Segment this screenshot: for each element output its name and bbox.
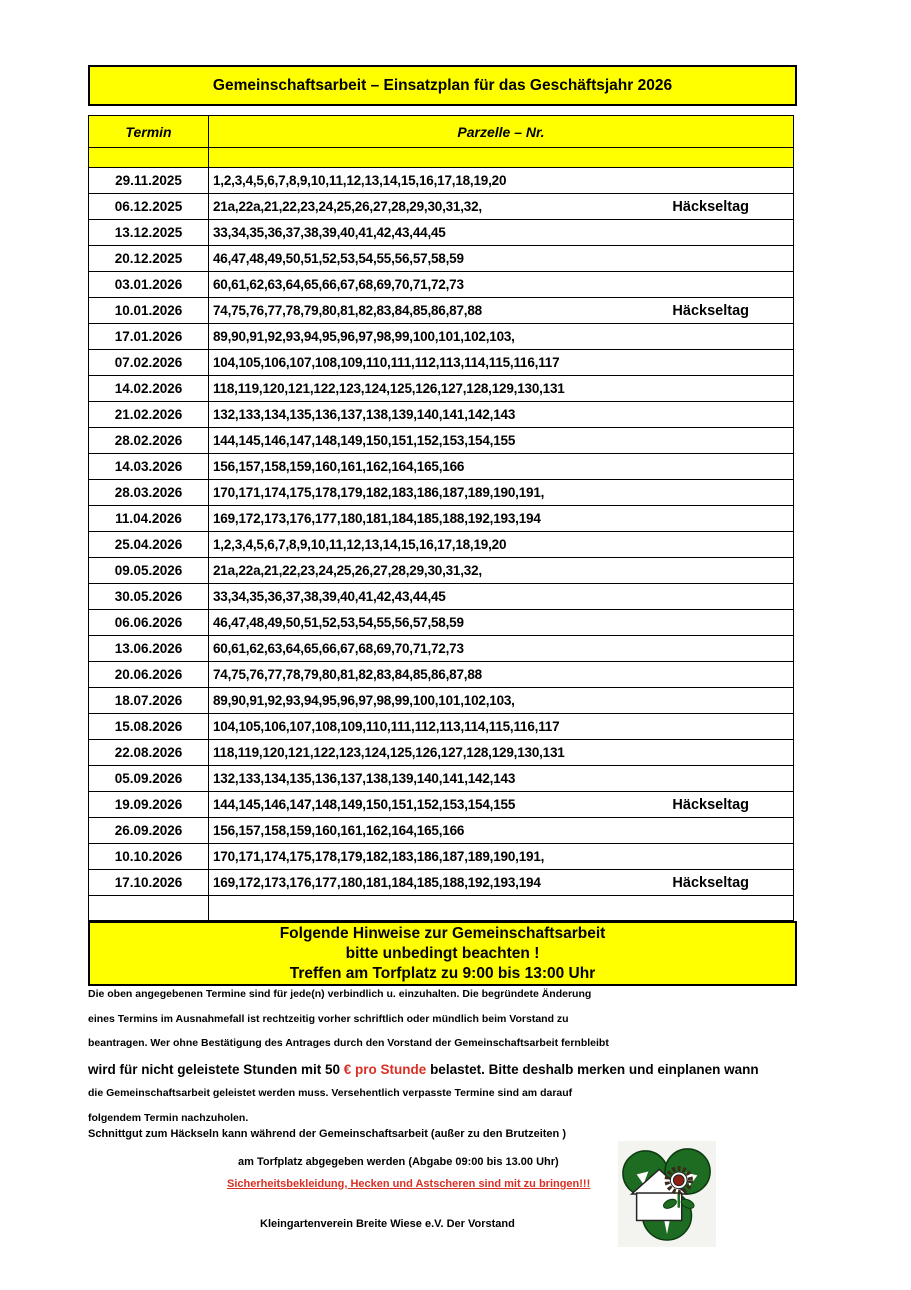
termin-cell: 05.09.2026 [89, 766, 209, 792]
fine-print-line-2: eines Termins im Ausnahmefall ist rechtzeitig vorher schriftlich oder mündlich beim Vorstand zu [88, 1012, 569, 1025]
table-row [89, 610, 794, 636]
haeckseltag-label: Häckseltag [672, 874, 749, 891]
parzelle-numbers: 118,119,120,121,122,123,124,125,126,127,128,129,130,131 [213, 381, 565, 396]
schedule-body [89, 168, 794, 896]
spacer-cell-parzelle [209, 148, 794, 168]
empty-cell-parzelle [209, 896, 794, 921]
termin-cell: 17.01.2026 [89, 324, 209, 350]
termin-cell: 20.12.2025 [89, 246, 209, 272]
parzelle-cell [209, 584, 794, 610]
parzelle-numbers: 156,157,158,159,160,161,162,164,165,166 [213, 823, 465, 838]
parzelle-numbers: 60,61,62,63,64,65,66,67,68,69,70,71,72,73 [213, 641, 464, 656]
termin-cell: 09.05.2026 [89, 558, 209, 584]
table-row [89, 506, 794, 532]
termin-cell: 26.09.2026 [89, 818, 209, 844]
table-row [89, 350, 794, 376]
page-title: Gemeinschaftsarbeit – Einsatzplan für das Geschäftsjahr 2026 [212, 76, 673, 94]
parzelle-numbers: 132,133,134,135,136,137,138,139,140,141,142,143 [213, 771, 516, 786]
parzelle-cell [209, 818, 794, 844]
penalty-after: belastet. Bitte deshalb merken und einplanen wann [426, 1061, 759, 1077]
table-row [89, 792, 794, 818]
parzelle-cell [209, 402, 794, 428]
footer-block [88, 1122, 793, 1287]
table-row [89, 220, 794, 246]
fine-print-block [88, 988, 793, 1136]
termin-cell: 07.02.2026 [89, 350, 209, 376]
parzelle-numbers: 21a,22a,21,22,23,24,25,26,27,28,29,30,31,32, [213, 563, 482, 578]
termin-cell: 06.06.2026 [89, 610, 209, 636]
table-header-row [89, 116, 794, 148]
table-row [89, 740, 794, 766]
termin-cell: 03.01.2026 [89, 272, 209, 298]
parzelle-cell [209, 688, 794, 714]
notice-box [88, 921, 797, 986]
table-row [89, 298, 794, 324]
parzelle-cell [209, 428, 794, 454]
parzelle-cell [209, 480, 794, 506]
schedule-table-wrap [88, 115, 793, 921]
penalty-red-text: € pro Stunde [343, 1061, 427, 1077]
parzelle-cell [209, 636, 794, 662]
parzelle-numbers: 89,90,91,92,93,94,95,96,97,98,99,100,101,102,103, [213, 329, 515, 344]
table-row [89, 246, 794, 272]
column-header-termin: Termin [89, 116, 209, 148]
parzelle-numbers: 132,133,134,135,136,137,138,139,140,141,142,143 [213, 407, 516, 422]
penalty-line [88, 1062, 793, 1077]
notice-line-3: Treffen am Torfplatz zu 9:00 bis 13:00 Uhr [289, 964, 596, 982]
notice-line-2: bitte unbedingt beachten ! [345, 944, 540, 962]
parzelle-numbers: 1,2,3,4,5,6,7,8,9,10,11,12,13,14,15,16,17,18,19,20 [213, 173, 507, 188]
parzelle-cell [209, 558, 794, 584]
parzelle-numbers: 169,172,173,176,177,180,181,184,185,188,192,193,194 [213, 511, 541, 526]
table-row [89, 194, 794, 220]
parzelle-cell [209, 272, 794, 298]
termin-cell: 29.11.2025 [89, 168, 209, 194]
penalty-before: wird für nicht geleistete Stunden mit 50 [88, 1061, 344, 1077]
table-row [89, 818, 794, 844]
termin-cell: 21.02.2026 [89, 402, 209, 428]
table-row [89, 714, 794, 740]
termin-cell: 14.03.2026 [89, 454, 209, 480]
fine-print-line-1: Die oben angegebenen Termine sind für jede(n) verbindlich u. einzuhalten. Die begründete Änderung [88, 988, 592, 1000]
parzelle-numbers: 144,145,146,147,148,149,150,151,152,153,154,155 [213, 797, 516, 812]
termin-cell: 22.08.2026 [89, 740, 209, 766]
parzelle-numbers: 118,119,120,121,122,123,124,125,126,127,128,129,130,131 [213, 745, 565, 760]
parzelle-numbers: 33,34,35,36,37,38,39,40,41,42,43,44,45 [213, 225, 446, 240]
table-row [89, 870, 794, 896]
table-row [89, 272, 794, 298]
parzelle-cell [209, 532, 794, 558]
table-row [89, 428, 794, 454]
parzelle-cell [209, 376, 794, 402]
table-row [89, 454, 794, 480]
parzelle-numbers: 170,171,174,175,178,179,182,183,186,187,189,190,191, [213, 849, 545, 864]
termin-cell: 17.10.2026 [89, 870, 209, 896]
table-row [89, 532, 794, 558]
table-row [89, 584, 794, 610]
parzelle-cell [209, 766, 794, 792]
termin-cell: 10.10.2026 [89, 844, 209, 870]
document-title-bar [88, 65, 797, 106]
parzelle-numbers: 74,75,76,77,78,79,80,81,82,83,84,85,86,87,88 [213, 667, 482, 682]
table-row [89, 844, 794, 870]
parzelle-cell [209, 740, 794, 766]
column-header-parzelle: Parzelle – Nr. [209, 116, 794, 148]
parzelle-cell [209, 246, 794, 272]
fine-print-line-6: folgendem Termin nachzuholen. [88, 1111, 249, 1124]
parzelle-numbers: 46,47,48,49,50,51,52,53,54,55,56,57,58,59 [213, 615, 464, 630]
table-row [89, 324, 794, 350]
parzelle-cell [209, 714, 794, 740]
table-row [89, 480, 794, 506]
parzelle-cell [209, 870, 794, 896]
table-row [89, 168, 794, 194]
kleingartenverein-logo [618, 1140, 716, 1248]
haeckseltag-label: Häckseltag [672, 302, 749, 319]
table-row [89, 636, 794, 662]
termin-cell: 11.04.2026 [89, 506, 209, 532]
empty-last-row [89, 896, 794, 921]
empty-cell-termin [89, 896, 209, 921]
table-row [89, 688, 794, 714]
parzelle-cell [209, 792, 794, 818]
parzelle-numbers: 21a,22a,21,22,23,24,25,26,27,28,29,30,31,32, [213, 199, 482, 214]
parzelle-cell [209, 220, 794, 246]
termin-cell: 15.08.2026 [89, 714, 209, 740]
parzelle-cell [209, 298, 794, 324]
termin-cell: 28.02.2026 [89, 428, 209, 454]
parzelle-numbers: 144,145,146,147,148,149,150,151,152,153,154,155 [213, 433, 516, 448]
parzelle-cell [209, 350, 794, 376]
table-row [89, 402, 794, 428]
yellow-spacer-row [89, 148, 794, 168]
haeckseltag-label: Häckseltag [672, 198, 749, 215]
termin-cell: 28.03.2026 [89, 480, 209, 506]
parzelle-cell [209, 610, 794, 636]
parzelle-cell [209, 194, 794, 220]
fine-print-line-5: die Gemeinschaftsarbeit geleistet werden muss. Versehentlich verpasste Termine sind am darauf [88, 1087, 573, 1099]
fine-print-line-3: beantragen. Wer ohne Bestätigung des Antrages durch den Vorstand der Gemeinschaftsarbeit fernbleibt [88, 1037, 609, 1049]
parzelle-numbers: 170,171,174,175,178,179,182,183,186,187,189,190,191, [213, 485, 545, 500]
table-row [89, 662, 794, 688]
parzelle-numbers: 169,172,173,176,177,180,181,184,185,188,192,193,194 [213, 875, 541, 890]
haeckseltag-label: Häckseltag [672, 796, 749, 813]
signature-line: Kleingartenverein Breite Wiese e.V. Der Vorstand [260, 1218, 515, 1230]
termin-cell: 18.07.2026 [89, 688, 209, 714]
termin-cell: 13.12.2025 [89, 220, 209, 246]
termin-cell: 06.12.2025 [89, 194, 209, 220]
termin-cell: 20.06.2026 [89, 662, 209, 688]
termin-cell: 13.06.2026 [89, 636, 209, 662]
termin-cell: 25.04.2026 [89, 532, 209, 558]
parzelle-numbers: 74,75,76,77,78,79,80,81,82,83,84,85,86,87,88 [213, 303, 482, 318]
parzelle-cell [209, 324, 794, 350]
table-row [89, 376, 794, 402]
table-row [89, 558, 794, 584]
parzelle-numbers: 60,61,62,63,64,65,66,67,68,69,70,71,72,73 [213, 277, 464, 292]
termin-cell: 10.01.2026 [89, 298, 209, 324]
parzelle-cell [209, 844, 794, 870]
spacer-cell-termin [89, 148, 209, 168]
parzelle-numbers: 33,34,35,36,37,38,39,40,41,42,43,44,45 [213, 589, 446, 604]
torfplatz-line: am Torfplatz abgegeben werden (Abgabe 09:00 bis 13.00 Uhr) [238, 1156, 559, 1168]
parzelle-cell [209, 662, 794, 688]
schedule-table [88, 115, 794, 921]
termin-cell: 30.05.2026 [89, 584, 209, 610]
termin-cell: 19.09.2026 [89, 792, 209, 818]
parzelle-numbers: 104,105,106,107,108,109,110,111,112,113,114,115,116,117 [213, 719, 560, 734]
termin-cell: 14.02.2026 [89, 376, 209, 402]
table-row [89, 766, 794, 792]
parzelle-numbers: 1,2,3,4,5,6,7,8,9,10,11,12,13,14,15,16,17,18,19,20 [213, 537, 507, 552]
parzelle-cell [209, 454, 794, 480]
parzelle-numbers: 156,157,158,159,160,161,162,164,165,166 [213, 459, 465, 474]
parzelle-cell [209, 168, 794, 194]
notice-line-1: Folgende Hinweise zur Gemeinschaftsarbeit [279, 924, 606, 942]
parzelle-cell [209, 506, 794, 532]
parzelle-numbers: 104,105,106,107,108,109,110,111,112,113,114,115,116,117 [213, 355, 560, 370]
schnittgut-line: Schnittgut zum Häckseln kann während der Gemeinschaftsarbeit (außer zu den Brutzeiten ) [88, 1128, 566, 1140]
parzelle-numbers: 89,90,91,92,93,94,95,96,97,98,99,100,101,102,103, [213, 693, 515, 708]
safety-warning-line: Sicherheitsbekleidung, Hecken und Astscheren sind mit zu bringen!!! [227, 1178, 591, 1190]
parzelle-numbers: 46,47,48,49,50,51,52,53,54,55,56,57,58,59 [213, 251, 464, 266]
